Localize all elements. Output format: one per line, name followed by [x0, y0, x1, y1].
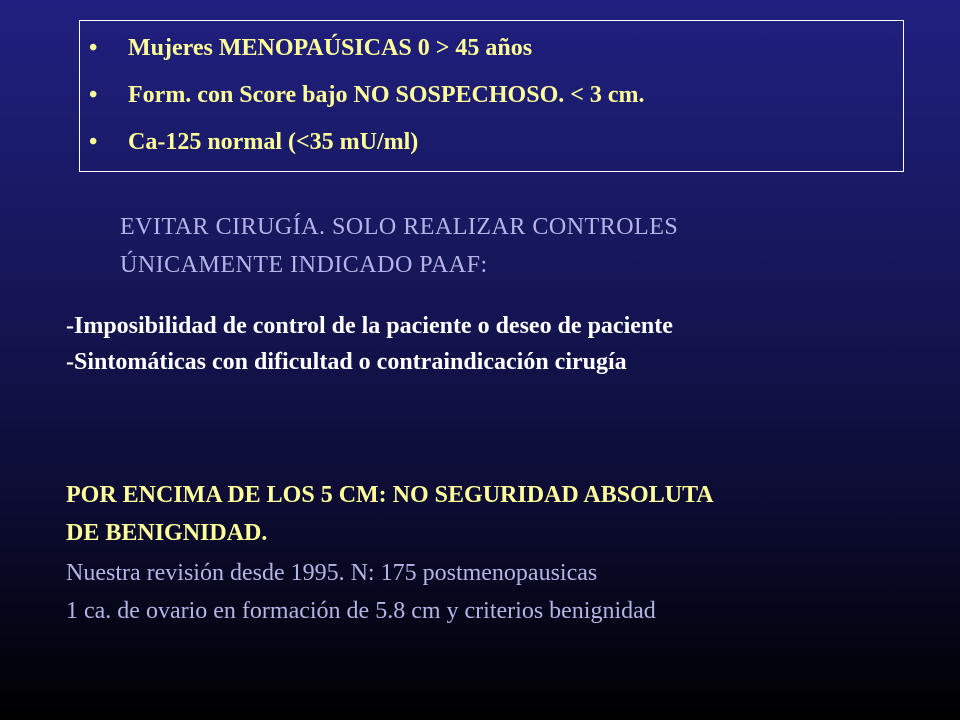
criteria-item-text: Form. con Score bajo NO SOSPECHOSO. < 3 cm. [128, 82, 645, 108]
criteria-item-score [80, 76, 645, 123]
criteria-list [80, 29, 645, 170]
bullet-icon: • [89, 82, 98, 108]
criteria-item-menopausal [80, 29, 645, 76]
criteria-item-text: Ca-125 normal (<35 mU/ml) [128, 129, 419, 155]
review-line-2: 1 ca. de ovario en formación de 5.8 cm y criterios benignidad [66, 598, 656, 624]
indications-block [66, 308, 673, 380]
warning-line-1: POR ENCIMA DE LOS 5 CM: NO SEGURIDAD ABSOLUTA [66, 482, 714, 508]
criteria-item-text: Mujeres MENOPAÚSICAS 0 > 45 años [128, 35, 533, 61]
recommendation-line-2: ÚNICAMENTE INDICADO PAAF: [120, 252, 488, 278]
bullet-icon: • [89, 129, 98, 155]
warning-block [66, 476, 714, 552]
bullet-icon: • [89, 35, 98, 61]
review-block [66, 554, 656, 630]
recommendation-line-1: EVITAR CIRUGÍA. SOLO REALIZAR CONTROLES [120, 214, 679, 240]
indication-item: -Sintomáticas con dificultad o contraindicación cirugía [66, 349, 627, 375]
criteria-box [79, 20, 904, 172]
warning-line-2: DE BENIGNIDAD. [66, 520, 268, 546]
criteria-item-ca125 [80, 123, 645, 170]
review-line-1: Nuestra revisión desde 1995. N: 175 postmenopausicas [66, 560, 598, 586]
recommendation-block [120, 208, 678, 284]
indication-item: -Imposibilidad de control de la paciente o deseo de paciente [66, 313, 673, 339]
